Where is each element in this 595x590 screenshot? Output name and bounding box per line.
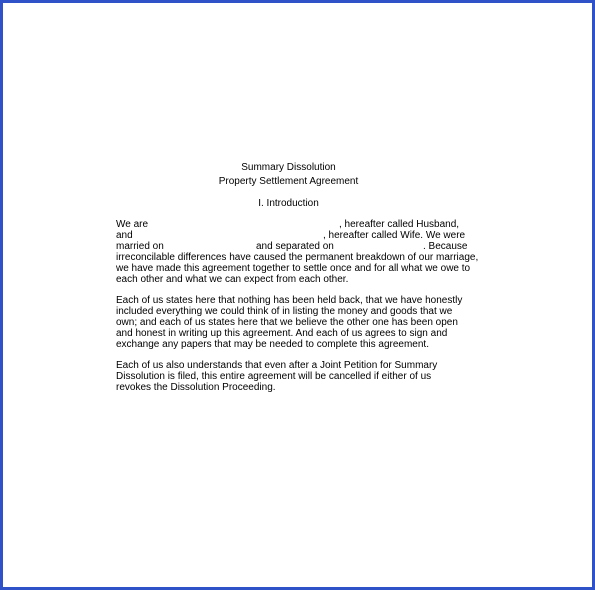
document-title-line2: Property Settlement Agreement — [218, 176, 359, 187]
intro-separated-on: and separated on — [256, 241, 334, 252]
paragraph2-line-4: and honest in writing up this agreement. And each of us agrees to sign and — [116, 328, 448, 339]
paragraph2-line-5: exchange any papers that may be needed to complete this agreement. — [116, 339, 429, 350]
intro-hereafter-husband: , hereafter called Husband, — [339, 219, 460, 230]
section-heading-introduction: I. Introduction — [258, 198, 319, 209]
intro-married-on: married on — [116, 241, 164, 252]
paragraph3-line-2: Dissolution is filed, this entire agreement will be cancelled if either of us — [116, 371, 432, 382]
paragraph3-line-1: Each of us also understands that even after a Joint Petition for Summary — [116, 360, 438, 371]
intro-we-are: We are — [116, 219, 149, 230]
intro-because: . Because — [423, 241, 468, 252]
paragraph3-line-3: revokes the Dissolution Proceeding. — [116, 382, 276, 393]
paragraph2-line-2: included everything we could think of in listing the money and goods that we — [116, 306, 453, 317]
document-title-line1: Summary Dissolution — [241, 162, 336, 173]
paragraph2-line-3: own; and each of us states here that we believe the other one has been open — [116, 317, 458, 328]
document-page — [3, 3, 592, 587]
intro-and: and — [116, 230, 133, 241]
intro-hereafter-wife: , hereafter called Wife. We were — [323, 230, 466, 241]
intro-line-4: irreconcilable differences have caused the permanent breakdown of our marriage, — [116, 252, 479, 263]
paragraph2-line-1: Each of us states here that nothing has been held back, that we have honestly — [116, 295, 463, 306]
intro-line-6: each other and what we can expect from each other. — [116, 274, 349, 285]
intro-line-5: we have made this agreement together to settle once and for all what we owe to — [116, 263, 471, 274]
